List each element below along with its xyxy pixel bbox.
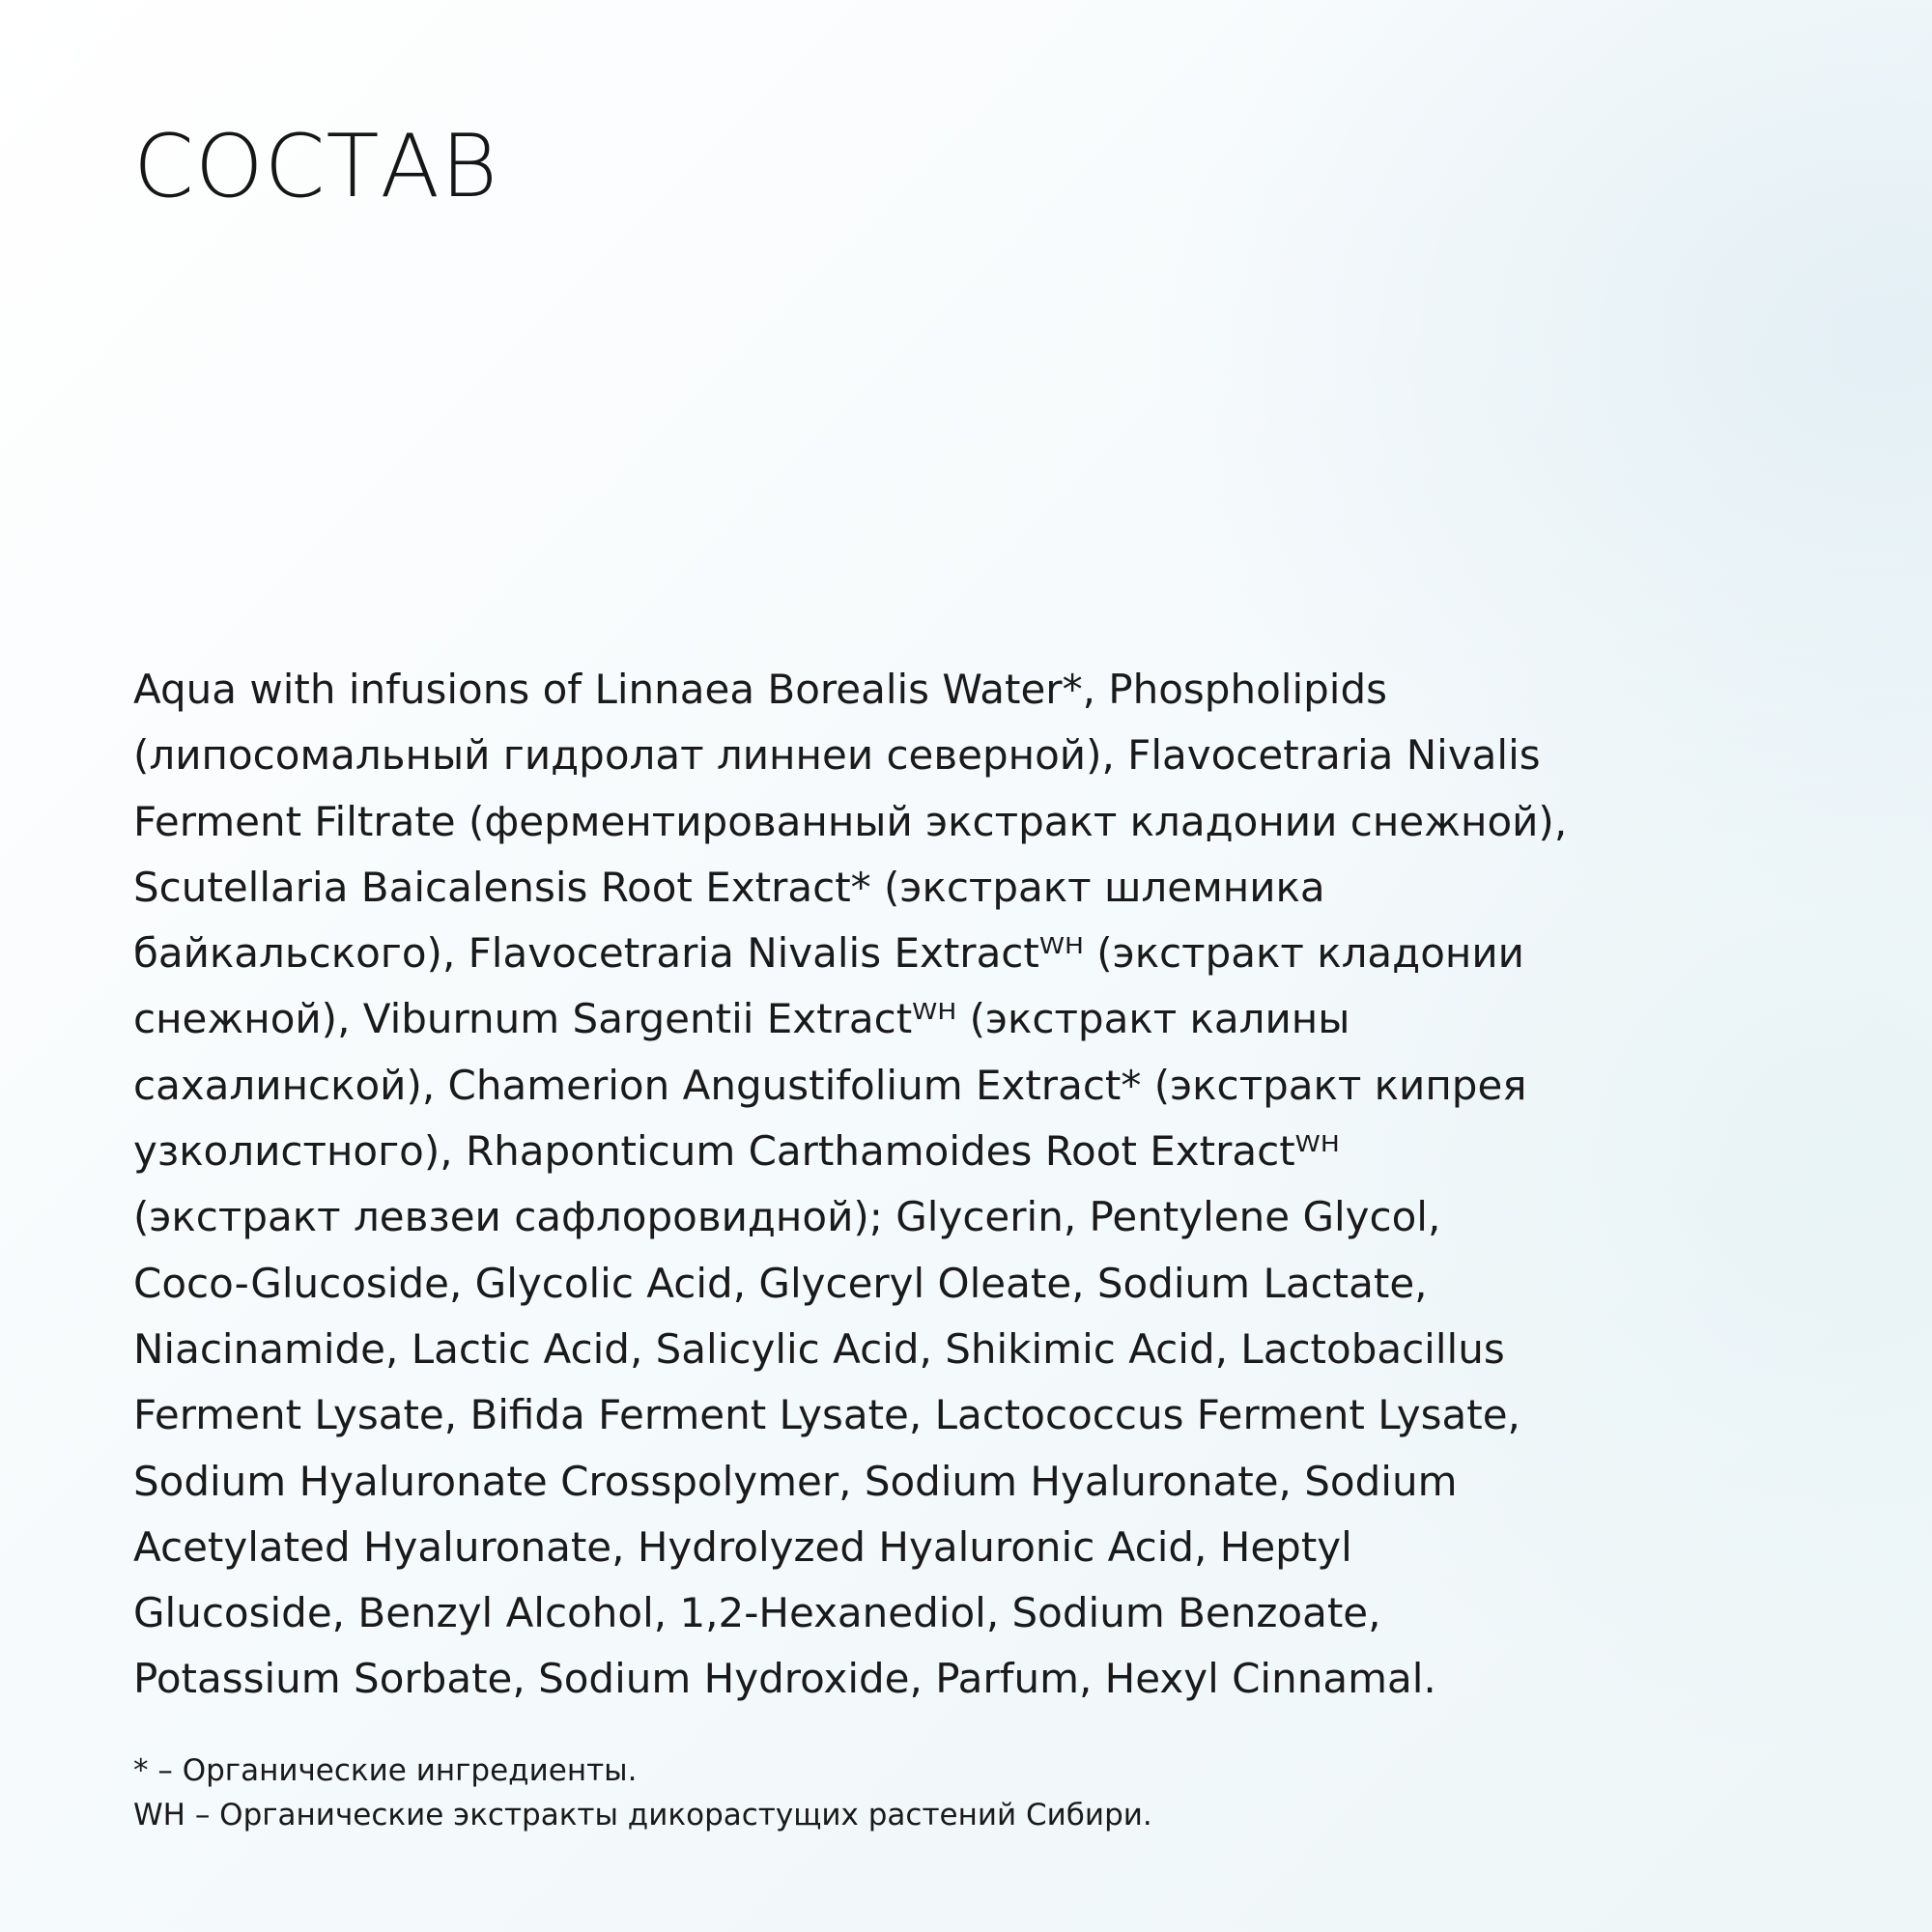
ingredients-line: Glucoside, Benzyl Alcohol, 1,2-Hexanediol, Sodium Benzoate, <box>133 1589 1381 1637</box>
ingredients-line: байкальского), Flavocetraria Nivalis Extractᵂᴴ (экстракт кладонии <box>133 929 1524 978</box>
ingredients-line: Acetylated Hyaluronate, Hydrolyzed Hyaluronic Acid, Heptyl <box>133 1522 1352 1571</box>
ingredients-line: Niacinamide, Lactic Acid, Salicylic Acid, Shikimic Acid, Lactobacillus <box>133 1324 1505 1373</box>
footnote-organic: * – Органические ингредиенты. <box>133 1753 638 1788</box>
ingredients-line: узколистного), Rhaponticum Carthamoides Root Extractᵂᴴ <box>133 1127 1340 1176</box>
ingredients-list <box>133 657 1833 1713</box>
ingredients-line: Coco-Glucoside, Glycolic Acid, Glyceryl Oleate, Sodium Lactate, <box>133 1259 1428 1307</box>
ingredients-line: Scutellaria Baicalensis Root Extract* (экстракт шлемника <box>133 863 1325 911</box>
ingredients-line: сахалинской), Chamerion Angustifolium Extract* (экстракт кипрея <box>133 1061 1527 1109</box>
ingredients-line: Ferment Lysate, Bifida Ferment Lysate, Lactococcus Ferment Lysate, <box>133 1391 1520 1439</box>
ingredients-line: снежной), Viburnum Sargentii Extractᵂᴴ (экстракт калины <box>133 995 1350 1043</box>
ingredients-line: Potassium Sorbate, Sodium Hydroxide, Parfum, Hexyl Cinnamal. <box>133 1655 1436 1703</box>
ingredients-line: Sodium Hyaluronate Crosspolymer, Sodium Hyaluronate, Sodium <box>133 1457 1458 1505</box>
page-title: СОСТАВ <box>133 116 498 217</box>
ingredients-line: Aqua with infusions of Linnaea Borealis Water*, Phospholipids <box>133 666 1387 713</box>
ingredients-line: (экстракт левзеи сафлоровидной); Glycerin, Pentylene Glycol, <box>133 1193 1441 1241</box>
ingredients-line: Ferment Filtrate (ферментированный экстракт кладонии снежной), <box>133 797 1568 845</box>
ingredients-line: (липосомальный гидролат линнеи северной), Flavocetraria Nivalis <box>133 731 1541 780</box>
footnote-wild-harvested: WH – Органические экстракты дикорастущих растений Сибири. <box>133 1798 1152 1833</box>
footnotes <box>133 1748 1152 1837</box>
